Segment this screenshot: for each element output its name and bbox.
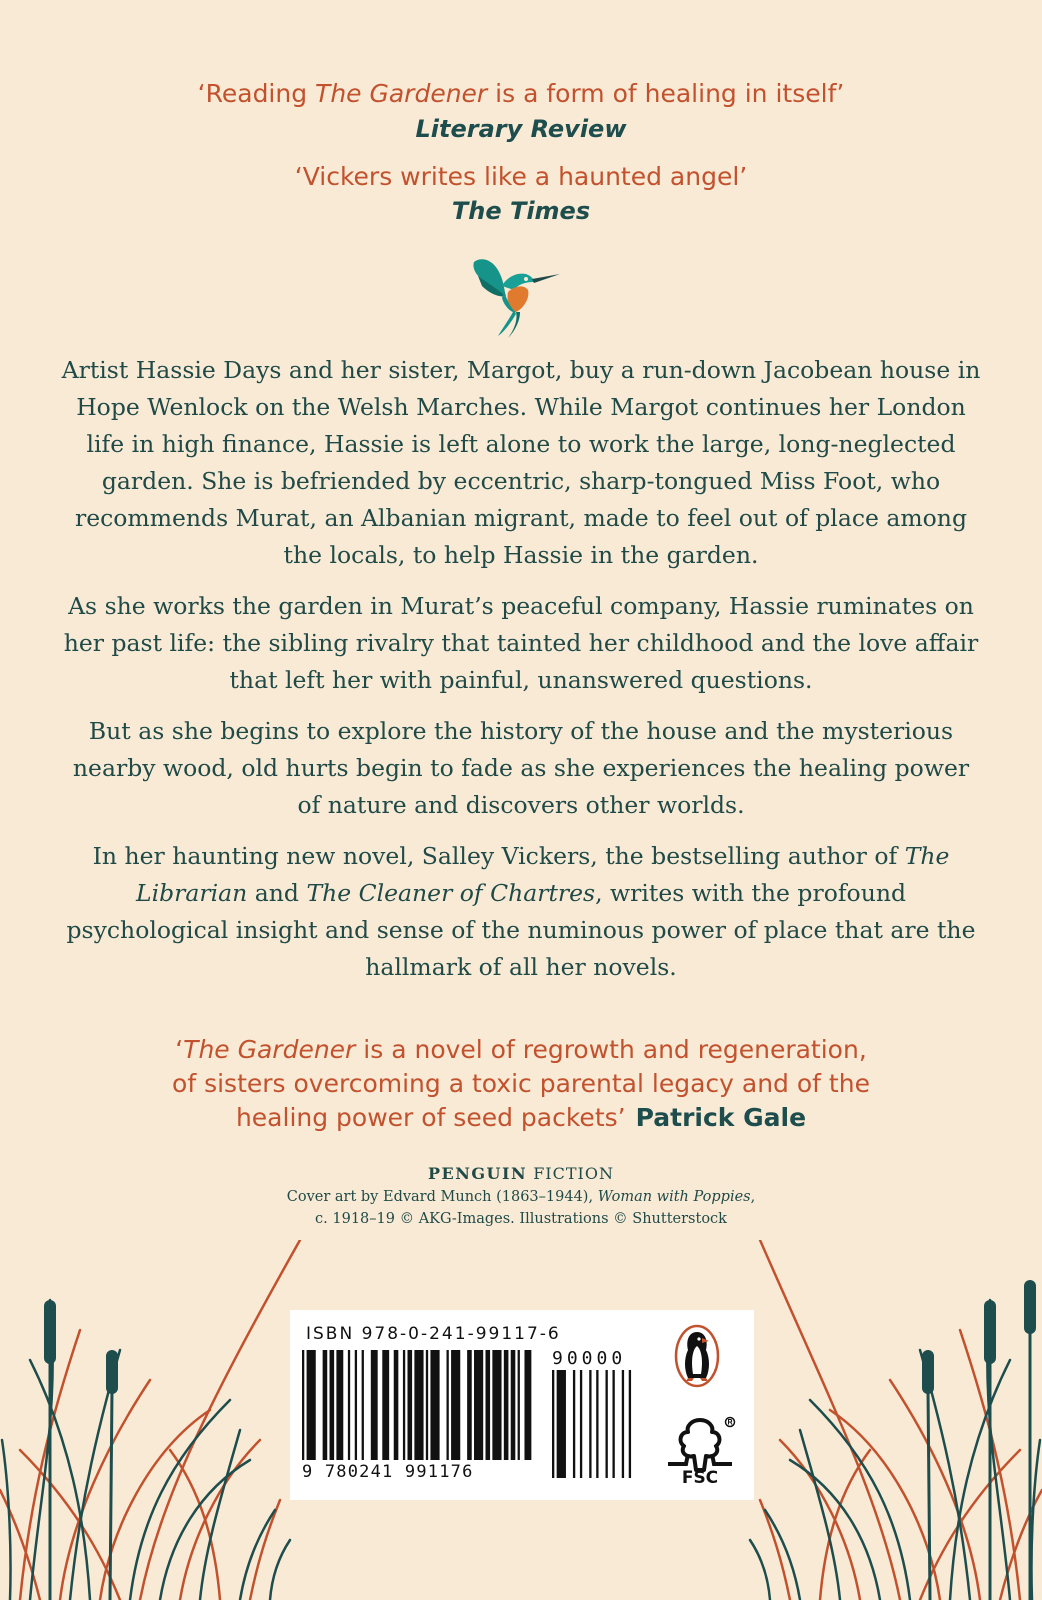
title-the-cleaner-of-chartres: The Cleaner of Chartres <box>306 879 596 907</box>
barcode-bar <box>307 1350 316 1460</box>
quote-1-text-start: ‘Reading <box>197 79 316 108</box>
barcode-bar <box>629 1370 631 1478</box>
isbn-barcode <box>302 1350 552 1460</box>
barcode-bar <box>302 1350 304 1460</box>
barcode-bar <box>557 1370 566 1478</box>
title-the-librarian: The Librarian <box>135 842 950 907</box>
barcode-bar <box>580 1370 582 1478</box>
imprint-brand: PENGUIN <box>428 1164 528 1183</box>
quote-1-text-end: is a form of healing in itself’ <box>487 79 845 108</box>
barcode-bar <box>355 1350 357 1460</box>
imprint-line <box>0 1164 1042 1183</box>
barcode-bar <box>596 1370 598 1478</box>
artwork-title: Woman with Poppies <box>597 1189 751 1205</box>
addon-barcode <box>552 1370 652 1478</box>
quote-1-source: Literary Review <box>415 115 627 143</box>
penguin-logo-icon <box>674 1324 720 1388</box>
review-quote-1 <box>0 77 1042 111</box>
barcode-bar <box>467 1350 472 1460</box>
barcode-bar <box>485 1350 490 1460</box>
description-paragraph-2: As she works the garden in Murat’s peaceful company, Hassie ruminates on her past life: the sibling rivalry that tainted her childhood and the love affair that left her with painful, unanswered questions. <box>63 592 979 694</box>
barcode-bar <box>408 1350 413 1460</box>
credit-line-2: c. 1918–19 © AKG-Images. Illustrations © Shutterstock <box>315 1211 727 1227</box>
barcode-digits: 9 780241 991176 <box>302 1462 474 1482</box>
paragraph-4-text-c: , writes with the profound psychological insight and sense of the numinous power of place that are the hallmark of all her novels. <box>66 879 976 981</box>
addon-digits: 90000 <box>552 1348 627 1369</box>
barcode-bar <box>552 1370 554 1478</box>
barcode-bar <box>394 1350 399 1460</box>
barcode-bar <box>504 1350 509 1460</box>
barcode-bar <box>524 1350 531 1460</box>
fsc-label: FSC <box>681 1468 719 1488</box>
barcode-bar <box>330 1350 335 1460</box>
endorsement-line-1-rest: is a novel of regrowth and regeneration, <box>355 1035 867 1064</box>
endorsement-title: The Gardener <box>183 1035 356 1064</box>
barcode-bar <box>492 1350 501 1460</box>
paragraph-4-text-b: and <box>247 879 307 907</box>
barcode-bar <box>371 1350 378 1460</box>
barcode-bar <box>589 1370 591 1478</box>
isbn-label: ISBN 978-0-241-99117-6 <box>306 1324 561 1344</box>
barcode-bar <box>414 1350 423 1460</box>
barcode-bar <box>573 1370 575 1478</box>
barcode-bar <box>426 1350 428 1460</box>
review-quote-2: ‘Vickers writes like a haunted angel’ <box>294 162 748 191</box>
book-description <box>60 352 982 1000</box>
credit-line-1 <box>0 1186 1042 1208</box>
endorsement-line-2: of sisters overcoming a toxic parental legacy and of the <box>172 1069 870 1098</box>
endorsement-open-mark: ‘ <box>175 1035 184 1064</box>
description-paragraph-4 <box>60 838 982 986</box>
barcode-bar <box>518 1350 520 1460</box>
endorsement-attribution: Patrick Gale <box>635 1103 807 1132</box>
barcode-bar <box>511 1350 516 1460</box>
barcode-bar <box>451 1350 460 1460</box>
barcode-bar <box>474 1350 483 1460</box>
credit-line-1-end: , <box>750 1189 756 1205</box>
barcode-bar <box>403 1350 405 1460</box>
endorsement-line-1 <box>40 1033 1002 1067</box>
barcode-bar <box>348 1350 350 1460</box>
quote-1-title: The Gardener <box>315 79 488 108</box>
cover-credit <box>0 1186 1042 1230</box>
endorsement-line-3-text: healing power of seed packets’ <box>235 1103 626 1132</box>
barcode-bar <box>447 1350 449 1460</box>
barcode-bar <box>612 1370 614 1478</box>
description-paragraph-3: But as she begins to explore the history of the house and the mysterious nearby wood, old hurts begin to fade as she experiences the healing power of nature and discovers other worlds. <box>72 717 970 819</box>
endorsement-line-3 <box>40 1101 1002 1135</box>
kingfisher-icon <box>468 252 568 340</box>
barcode-panel <box>290 1310 754 1500</box>
barcode-bar <box>430 1350 439 1460</box>
barcode-bar <box>382 1350 389 1460</box>
barcode-bar <box>323 1350 328 1460</box>
endorsement-quote <box>40 1033 1002 1135</box>
credit-line-1-text: Cover art by Edvard Munch (1863–1944), <box>286 1189 598 1205</box>
paragraph-4-text-a: In her haunting new novel, Salley Vickers, the bestselling author of <box>92 842 905 870</box>
barcode-bar <box>622 1370 624 1478</box>
barcode-bar <box>605 1370 607 1478</box>
barcode-bar <box>336 1350 343 1460</box>
description-paragraph-1: Artist Hassie Days and her sister, Margot, buy a run-down Jacobean house in Hope Wenlock on the Welsh Marches. While Margot continues her London life in high finance, Hassie is left alone to work the large, long-neglected garden. She is befriended by eccentric, sharp-tongued Miss Foot, who recommends Murat, an Albanian migrant, made to feel out of place among the locals, to help Hassie in the garden. <box>61 356 981 569</box>
quote-2-source: The Times <box>451 197 591 225</box>
imprint-category: FICTION <box>533 1164 614 1183</box>
barcode-bar <box>362 1350 364 1460</box>
